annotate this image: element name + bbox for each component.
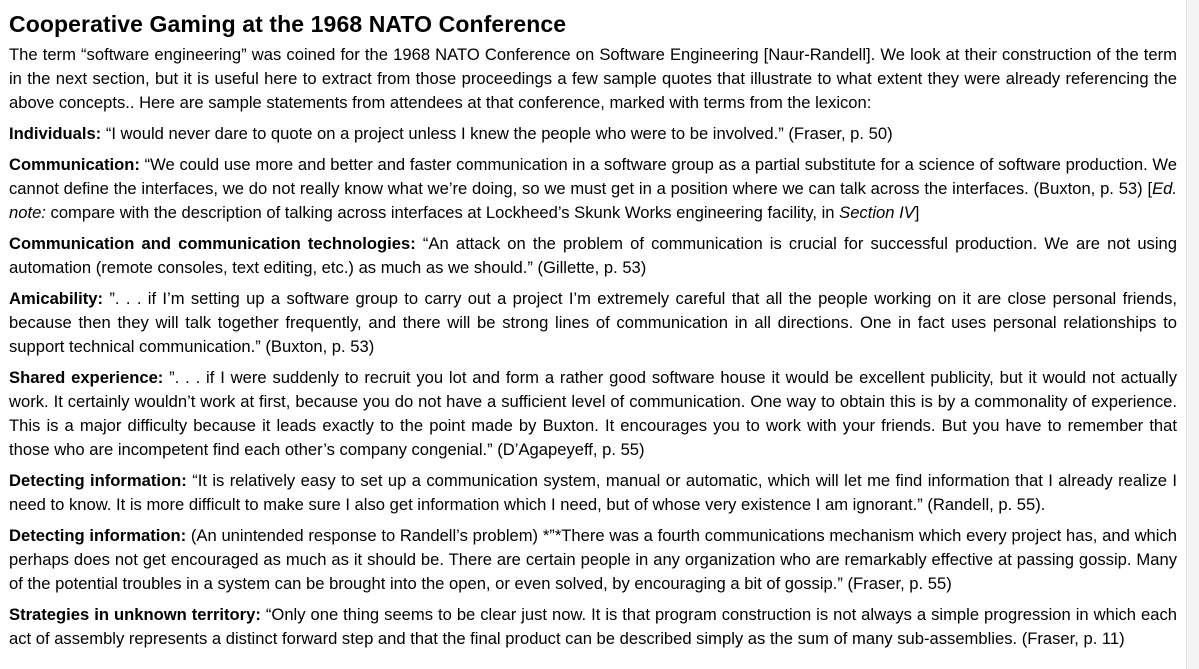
intro-paragraph: The term “software engineering” was coined for the 1968 NATO Conference on Software Engineering [Naur-Randell]. We look at their construction of the term in the next section, but it is useful here to extract from those proceedings a few sample quotes that illustrate to what extent they were already referencing the above concepts.. Here are sample statements from attendees at that conference, marked with terms from the lexicon: [9, 45, 1177, 112]
editor-note-label: Ed. note: [9, 179, 1177, 222]
quote-text: “We could use more and better and faster communication in a software group as a partial substitute for a science of software production. We cannot define the interfaces, we do not really know what we’re doing, so we must get in a position where we can talk across the interfaces. (Buxton, p. 53) [ [9, 155, 1177, 198]
lexicon-term: Detecting information: [9, 471, 187, 490]
quote-text: (An unintended response to Randell’s problem) *”*There was a fourth communications mechanism which every project has, and which perhaps does not get encouraged as much as it should be. There are certain people in any organization who are remarkably effective at passing gossip. Many of the potential troubles in a system can be brought into the open, or even solved, by encouraging a bit of gossip.” (Fraser, p. 55) [9, 526, 1177, 593]
lexicon-term: Amicability: [9, 289, 104, 308]
vertical-scrollbar[interactable] [1186, 0, 1199, 669]
quote-detecting-information-2 [9, 524, 1177, 596]
quote-text: ”. . . if I were suddenly to recruit you lot and form a rather good software house it would be excellent publicity, but it would not actually work. It certainly wouldn’t work at first, because you do not have a sufficient level of communication. One way to obtain this is by a commonality of experience. This is a major difficulty because it leads exactly to the point made by Buxton. It encourages you to work with your friends. But you have to remember that those who are incompetent find each other’s company congenial.” (D’Agapeyeff, p. 55) [9, 368, 1178, 459]
quote-text: “It is relatively easy to set up a communication system, manual or automatic, which will let me find information that I already realize I need to know. It is more difficult to make sure I also get information which I need, but of whose very existence I am ignorant.” (Randell, p. 55). [9, 471, 1178, 514]
lexicon-term: Individuals: [9, 124, 102, 143]
quote-text: “I would never dare to quote on a project unless I knew the people who were to be involved.” (Fraser, p. 50) [101, 124, 893, 143]
lexicon-term: Strategies in unknown territory: [9, 605, 261, 624]
section-reference: Section IV [839, 203, 915, 222]
lexicon-term: Shared experience: [9, 368, 164, 387]
quote-text: ”. . . if I’m setting up a software group to carry out a project I’m extremely careful that all the people working on it are close personal friends, because then they will talk together frequently, and there will be strong lines of communication in all directions. One in fact uses personal relationships to support technical communication.” (Buxton, p. 53) [9, 289, 1177, 356]
quote-text: “An attack on the problem of communication is crucial for successful production. We are not using automation (remote consoles, text editing, etc.) as much as we should.” (Gillette, p. 53) [9, 234, 1177, 277]
quote-individuals [9, 122, 1177, 146]
lexicon-term: Communication: [9, 155, 140, 174]
editor-note-close: ] [914, 203, 920, 222]
quote-amicability [9, 287, 1177, 359]
lexicon-term: Detecting information: [9, 526, 187, 545]
quote-communication-technologies [9, 232, 1177, 280]
quote-shared-experience [9, 366, 1177, 462]
quote-communication [9, 153, 1177, 225]
quote-text: “Only one thing seems to be clear just now. It is that program construction is not always a simple progression in which each act of assembly represents a distinct forward step and that the final product can be described simply as the sum of many sub-assemblies. (Fraser, p. 11) [9, 605, 1177, 648]
quote-detecting-information-1 [9, 469, 1177, 517]
document [9, 0, 1177, 651]
lexicon-term: Communication and communication technologies: [9, 234, 416, 253]
page-title: Cooperative Gaming at the 1968 NATO Conference [9, 11, 567, 37]
editor-note-text: compare with the description of talking across interfaces at Lockheed’s Skunk Works engineering facility, in [45, 203, 840, 222]
quote-strategies-unknown-territory [9, 603, 1177, 651]
